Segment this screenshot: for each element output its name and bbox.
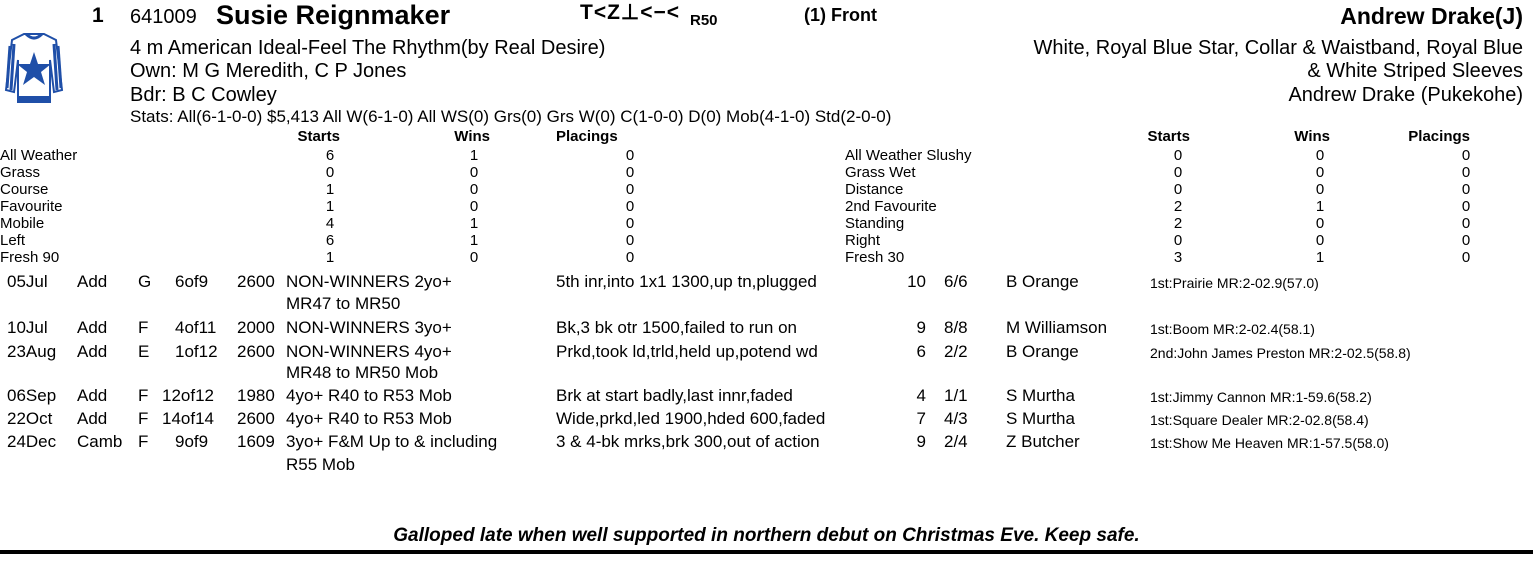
race-comment: Wide,prkd,led 1900,hded 600,faded [556,409,826,428]
stats-starts: 2 [1173,198,1183,215]
race-distance: 1609 [237,432,275,451]
stats-starts: 6 [325,232,335,249]
race-track: Add [77,272,108,291]
race-driver: Z Butcher [1006,432,1080,451]
stats-wins: 0 [1315,215,1325,232]
race-number: 9 [916,432,926,451]
stats-placings: 0 [625,147,635,164]
stats-placings: 0 [1461,198,1471,215]
race-result: 1st:Boom MR:2-02.4(58.1) [1150,321,1315,337]
race-driver: S Murtha [1006,409,1075,428]
breeder: Bdr: B C Cowley [130,84,277,106]
stats-wins: 0 [469,198,479,215]
race-comment: Brk at start badly,last innr,faded [556,386,793,405]
runner-number: 1 [92,4,104,27]
stats-starts: 2 [1173,215,1183,232]
divider [0,550,1533,554]
race-number: 7 [916,409,926,428]
right-starts-header: Starts [1147,128,1190,145]
stats-placings: 0 [625,232,635,249]
race-driver: B Orange [1006,342,1079,361]
race-placing: 1of12 [175,342,218,361]
race-placing: 14of14 [162,409,214,428]
race-condition: F [138,386,149,405]
race-barrier: 8/8 [944,318,968,337]
race-date: 24Dec [7,432,57,451]
stats-placings: 0 [625,181,635,198]
race-condition: F [138,409,149,428]
stats-summary: Stats: All(6-1-0-0) $5,413 All W(6-1-0) All WS(0) Grs(0) Grs W(0) C(1-0-0) D(0) Mob(4-1-0) Std(2-0-0) [130,107,892,126]
stats-starts: 3 [1173,249,1183,266]
race-distance: 2600 [237,272,275,291]
race-date: 05Jul [7,272,48,291]
race-driver: B Orange [1006,272,1079,291]
stats-starts: 1 [325,198,335,215]
stats-wins: 1 [1315,249,1325,266]
race-class: 3yo+ F&M Up to & including [286,432,498,451]
race-distance: 2600 [237,342,275,361]
race-comment: Bk,3 bk otr 1500,failed to run on [556,318,797,337]
jockey-silks-image [4,30,64,106]
race-condition: F [138,432,149,451]
race-date: 22Oct [7,409,53,428]
stats-label: Left [0,232,26,249]
race-date: 10Jul [7,318,48,337]
race-class-line2: MR48 to MR50 Mob [286,363,439,382]
race-placing: 4of11 [175,318,217,337]
race-placing: 12of12 [162,386,214,405]
stats-placings: 0 [625,215,635,232]
stats-wins: 0 [1315,164,1325,181]
race-class-line2: MR47 to MR50 [286,294,401,313]
race-barrier: 1/1 [944,386,968,405]
race-result: 1st:Prairie MR:2-02.9(57.0) [1150,275,1319,291]
race-barrier: 2/2 [944,342,968,361]
race-class: NON-WINNERS 2yo+ [286,272,452,291]
race-barrier: 4/3 [944,409,968,428]
left-starts-header: Starts [297,128,340,145]
race-distance: 2600 [237,409,275,428]
stats-wins: 0 [469,164,479,181]
race-placing: 6of9 [175,272,209,291]
stats-label: Grass Wet [845,164,916,181]
race-comment: Prkd,took ld,trld,held up,potend wd [556,342,818,361]
race-number: 10 [907,272,926,291]
colours-line-1: White, Royal Blue Star, Collar & Waistband, Royal Blue [1033,37,1523,59]
race-barrier: 2/4 [944,432,968,451]
stats-placings: 0 [1461,215,1471,232]
stats-placings: 0 [1461,164,1471,181]
stats-starts: 0 [1173,147,1183,164]
stats-placings: 0 [1461,147,1471,164]
horse-details: 4 m American Ideal-Feel The Rhythm(by Real Desire) [130,37,606,59]
stats-placings: 0 [625,164,635,181]
stats-starts: 1 [325,249,335,266]
stats-wins: 0 [469,181,479,198]
left-placings-header: Placings [556,128,618,145]
race-number: 6 [916,342,926,361]
race-track: Add [77,386,108,405]
race-condition: F [138,318,149,337]
stats-placings: 0 [1461,181,1471,198]
race-number: 9 [916,318,926,337]
stats-starts: 1 [325,181,335,198]
gate-position: (1) Front [804,5,877,25]
race-class: 4yo+ R40 to R53 Mob [286,409,452,428]
tip-comment: Galloped late when well supported in northern debut on Christmas Eve. Keep safe. [393,525,1140,546]
stats-wins: 0 [469,249,479,266]
stats-label: Standing [845,215,905,232]
stats-placings: 0 [625,198,635,215]
race-class: NON-WINNERS 3yo+ [286,318,452,337]
horse-name: Susie Reignmaker [216,0,451,30]
stats-label: All Weather [0,147,78,164]
race-class: 4yo+ R40 to R53 Mob [286,386,452,405]
stats-label: Fresh 30 [845,249,905,266]
stats-wins: 1 [469,215,479,232]
stats-wins: 0 [1315,232,1325,249]
left-wins-header: Wins [454,128,490,145]
stats-label: Course [0,181,49,198]
race-date: 23Aug [7,342,57,361]
race-placing: 9of9 [175,432,209,451]
race-class-line2: R55 Mob [286,455,355,474]
stats-placings: 0 [1461,232,1471,249]
stats-starts: 0 [1173,232,1183,249]
stats-wins: 0 [1315,181,1325,198]
race-comment: 5th inr,into 1x1 1300,up tn,plugged [556,272,817,291]
right-placings-header: Placings [1408,128,1470,145]
race-track: Add [77,318,108,337]
rating: R50 [690,12,718,29]
stats-label: Right [845,232,881,249]
stats-wins: 1 [469,147,479,164]
race-distance: 2000 [237,318,275,337]
stats-label: 2nd Favourite [845,198,937,215]
stats-starts: 0 [1173,181,1183,198]
race-result: 2nd:John James Preston MR:2-02.5(58.8) [1150,345,1411,361]
race-track: Add [77,342,108,361]
jockey-name: Andrew Drake(J) [1340,3,1523,29]
race-result: 1st:Jimmy Cannon MR:1-59.6(58.2) [1150,389,1372,405]
race-condition: G [138,272,152,291]
race-barrier: 6/6 [944,272,968,291]
race-track: Camb [77,432,123,451]
stats-label: All Weather Slushy [845,147,972,164]
race-condition: E [138,342,150,361]
trainer: Andrew Drake (Pukekohe) [1288,84,1523,106]
race-result: 1st:Show Me Heaven MR:1-57.5(58.0) [1150,435,1389,451]
race-number: 4 [916,386,926,405]
stats-starts: 6 [325,147,335,164]
stats-label: Mobile [0,215,45,232]
stats-starts: 0 [1173,164,1183,181]
stats-placings: 0 [625,249,635,266]
race-date: 06Sep [7,386,57,405]
race-class: NON-WINNERS 4yo+ [286,342,452,361]
race-distance: 1980 [237,386,275,405]
stats-placings: 0 [1461,249,1471,266]
stats-label: Fresh 90 [0,249,60,266]
race-driver: S Murtha [1006,386,1075,405]
runner-code: 641009 [130,6,197,28]
owner: Own: M G Meredith, C P Jones [130,60,407,82]
stats-label: Favourite [0,198,63,215]
stats-label: Grass [0,164,41,181]
race-result: 1st:Square Dealer MR:2-02.8(58.4) [1150,412,1369,428]
stats-starts: 4 [325,215,335,232]
race-comment: 3 & 4-bk mrks,brk 300,out of action [556,432,820,451]
stats-wins: 1 [469,232,479,249]
right-wins-header: Wins [1294,128,1330,145]
colours-line-2: & White Striped Sleeves [1307,60,1523,82]
stats-wins: 0 [1315,147,1325,164]
form-symbols: T<Z⊥<−< [580,1,681,24]
stats-starts: 0 [325,164,335,181]
stats-wins: 1 [1315,198,1325,215]
stats-label: Distance [845,181,904,198]
race-track: Add [77,409,108,428]
race-driver: M Williamson [1006,318,1108,337]
